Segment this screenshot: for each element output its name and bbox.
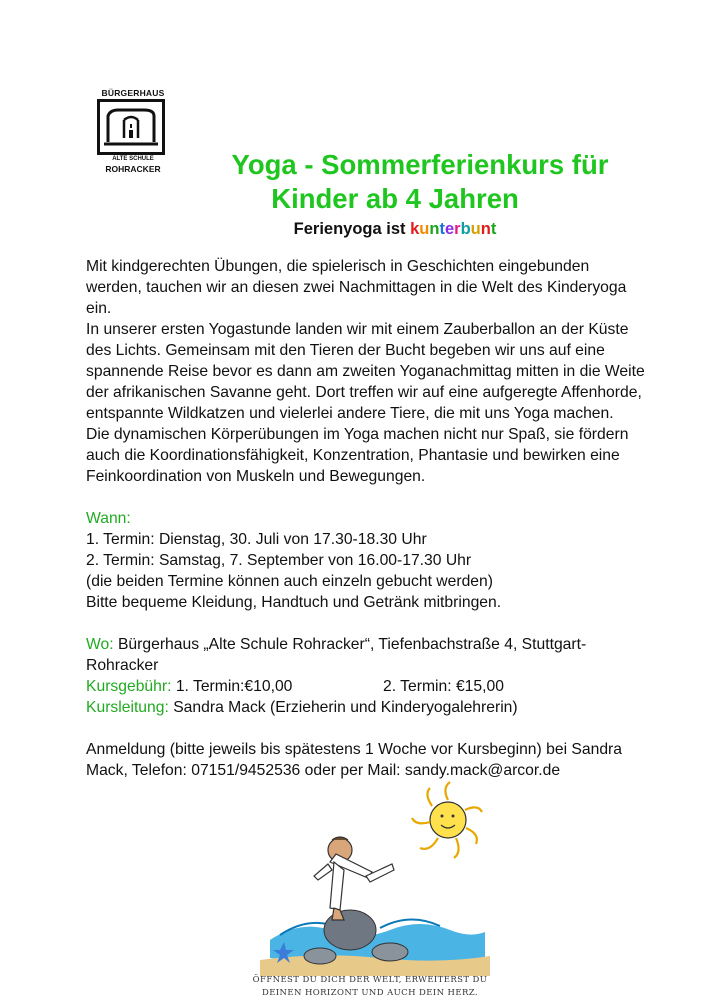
rainbow-letter: e	[444, 220, 455, 238]
subtitle-prefix: Ferienyoga ist	[293, 220, 411, 238]
rainbow-word	[410, 220, 496, 238]
rainbow-letter: n	[480, 220, 491, 238]
buergerhaus-logo	[93, 88, 173, 176]
fee-label: Kursgebühr:	[86, 678, 172, 695]
wann-line-2: 2. Termin: Samstag, 7. September von 16.00-17.30 Uhr	[86, 552, 472, 569]
intro-paragraph-2: In unserer ersten Yogastunde landen wir mit einem Zauberballon an der Küste des Lichts. Gemeinsam mit den Tieren der Bucht begeben wir uns auf eine spannende Reise bevor es dann am zweiten Yoganachmittag mitten in die Weite der afrikanischen Savanne geht. Dort treffen wir auf eine aufgeregte Affenhorde, entspannte Wildkatzen und vielerlei andere Tiere, die mit uns Yoga machen.	[86, 321, 645, 422]
wo-label: Wo:	[86, 636, 114, 653]
wann-label: Wann:	[86, 510, 131, 527]
logo-frame	[97, 99, 165, 155]
rainbow-letter: r	[454, 220, 461, 238]
rainbow-letter: t	[439, 220, 445, 238]
rainbow-letter: u	[419, 220, 430, 238]
fee-term2: 2. Termin: €15,00	[383, 678, 504, 695]
yoga-child-illustration	[260, 780, 490, 980]
wann-line-3: (die beiden Termine können auch einzeln gebucht werden)	[86, 573, 493, 590]
logo-bottom-text: ROHRACKER	[105, 164, 161, 174]
logo-house-icon	[100, 102, 162, 152]
rainbow-letter: t	[490, 220, 497, 238]
rainbow-letter: u	[470, 220, 481, 238]
wann-line-4: Bitte bequeme Kleidung, Handtuch und Getränk mitbringen.	[86, 594, 502, 611]
caption-line-2: DEINEN HORIZONT UND AUCH DEIN HERZ.	[261, 988, 478, 998]
sun-icon	[412, 782, 482, 858]
caption	[200, 974, 540, 1000]
fee-line	[86, 676, 646, 697]
rainbow-letter: k	[410, 220, 420, 238]
wo-line	[86, 634, 646, 676]
main-content	[86, 256, 646, 781]
logo-top-text: BÜRGERHAUS	[101, 88, 165, 98]
logo-inner-text: ALTE SCHULE	[112, 156, 154, 162]
subtitle	[150, 220, 640, 239]
page-title-line1: Yoga - Sommerferienkurs für	[231, 149, 609, 180]
lead-line	[86, 697, 646, 718]
caption-line-1: ÖFFNEST DU DICH DER WELT, ERWEITERST DU	[252, 975, 488, 985]
lead-text: Sandra Mack (Erzieherin und Kinderyogalehrerin)	[168, 699, 518, 716]
rainbow-letter: n	[429, 220, 440, 238]
signup-text: Anmeldung (bitte jeweils bis spätestens 1 Woche vor Kursbeginn) bei Sandra Mack, Telefon: 07151/9452536 oder per Mail: sandy.mack@arcor.de	[86, 741, 622, 779]
rainbow-letter: b	[460, 220, 471, 238]
wo-text: Bürgerhaus „Alte Schule Rohracker“, Tiefenbachstraße 4, Stuttgart-Rohracker	[86, 636, 587, 674]
intro-paragraph-1: Mit kindgerechten Übungen, die spielerisch in Geschichten eingebunden werden, tauchen wir an diesen zwei Nachmittagen in die Welt des Kinderyoga ein.	[86, 258, 627, 317]
page-title-line2: Kinder ab 4 Jahren	[271, 183, 519, 214]
intro-paragraph-3: Die dynamischen Körperübungen im Yoga machen nicht nur Spaß, sie fördern auch die Koordinationsfähigkeit, Konzentration, Phantasie und bewirken eine Feinkoordination von Muskeln und Bewegungen.	[86, 426, 629, 485]
wann-line-1: 1. Termin: Dienstag, 30. Juli von 17.30-18.30 Uhr	[86, 531, 427, 548]
fee-term1: 1. Termin:€10,00	[171, 678, 293, 695]
lead-label: Kursleitung:	[86, 699, 169, 716]
